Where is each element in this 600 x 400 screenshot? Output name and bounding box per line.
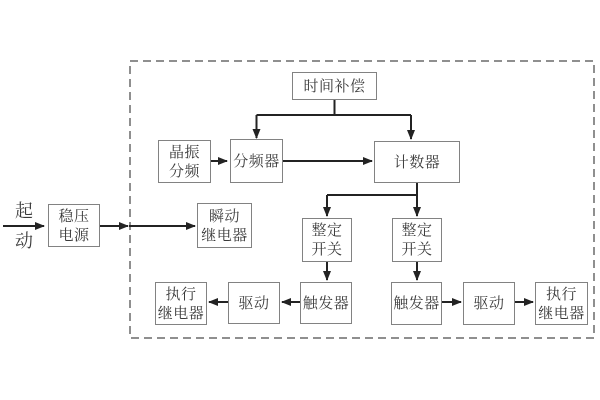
node-label: 执行 (545, 285, 577, 303)
node-trigger-right (391, 282, 442, 325)
connector-time-comp-split (257, 100, 412, 115)
node-counter (374, 141, 460, 183)
node-label: 稳压 (58, 207, 90, 225)
start-label-line2: 动 (15, 231, 33, 251)
node-label: 分频 (168, 162, 200, 180)
node-label: 晶振 (168, 143, 200, 161)
node-setting-switch-right (392, 218, 442, 262)
node-drive-left (228, 282, 280, 324)
node-crystal-oscillator-divider (158, 140, 211, 183)
node-label: 触发器 (302, 294, 350, 312)
node-trigger-left (300, 282, 352, 324)
node-label: 继电器 (157, 304, 205, 322)
node-label: 开关 (311, 241, 343, 258)
node-label: 开关 (401, 241, 433, 258)
node-label: 驱动 (473, 295, 505, 312)
node-label: 驱动 (238, 294, 270, 312)
node-drive-right (463, 282, 515, 325)
node-label: 整定 (401, 222, 433, 239)
node-setting-switch-left (302, 218, 352, 262)
node-label: 触发器 (393, 295, 440, 312)
node-label: 电源 (58, 226, 90, 244)
node-time-compensation (292, 72, 377, 100)
node-instant-relay (197, 203, 252, 248)
start-label-line1: 起 (15, 201, 33, 221)
node-label: 执行 (165, 285, 197, 303)
node-label: 分频器 (233, 152, 280, 170)
node-executive-relay-left (155, 282, 207, 325)
node-label: 整定 (311, 222, 343, 239)
node-frequency-divider (230, 139, 283, 183)
start-label (12, 202, 36, 251)
node-executive-relay-right (535, 282, 588, 325)
node-label: 时间补偿 (303, 77, 366, 95)
node-label: 计数器 (393, 153, 441, 171)
node-label: 继电器 (538, 304, 585, 322)
node-label: 瞬动 (208, 207, 240, 225)
connector-counter-split (327, 183, 417, 195)
node-label: 继电器 (201, 226, 248, 244)
node-regulated-power-supply (48, 204, 100, 247)
